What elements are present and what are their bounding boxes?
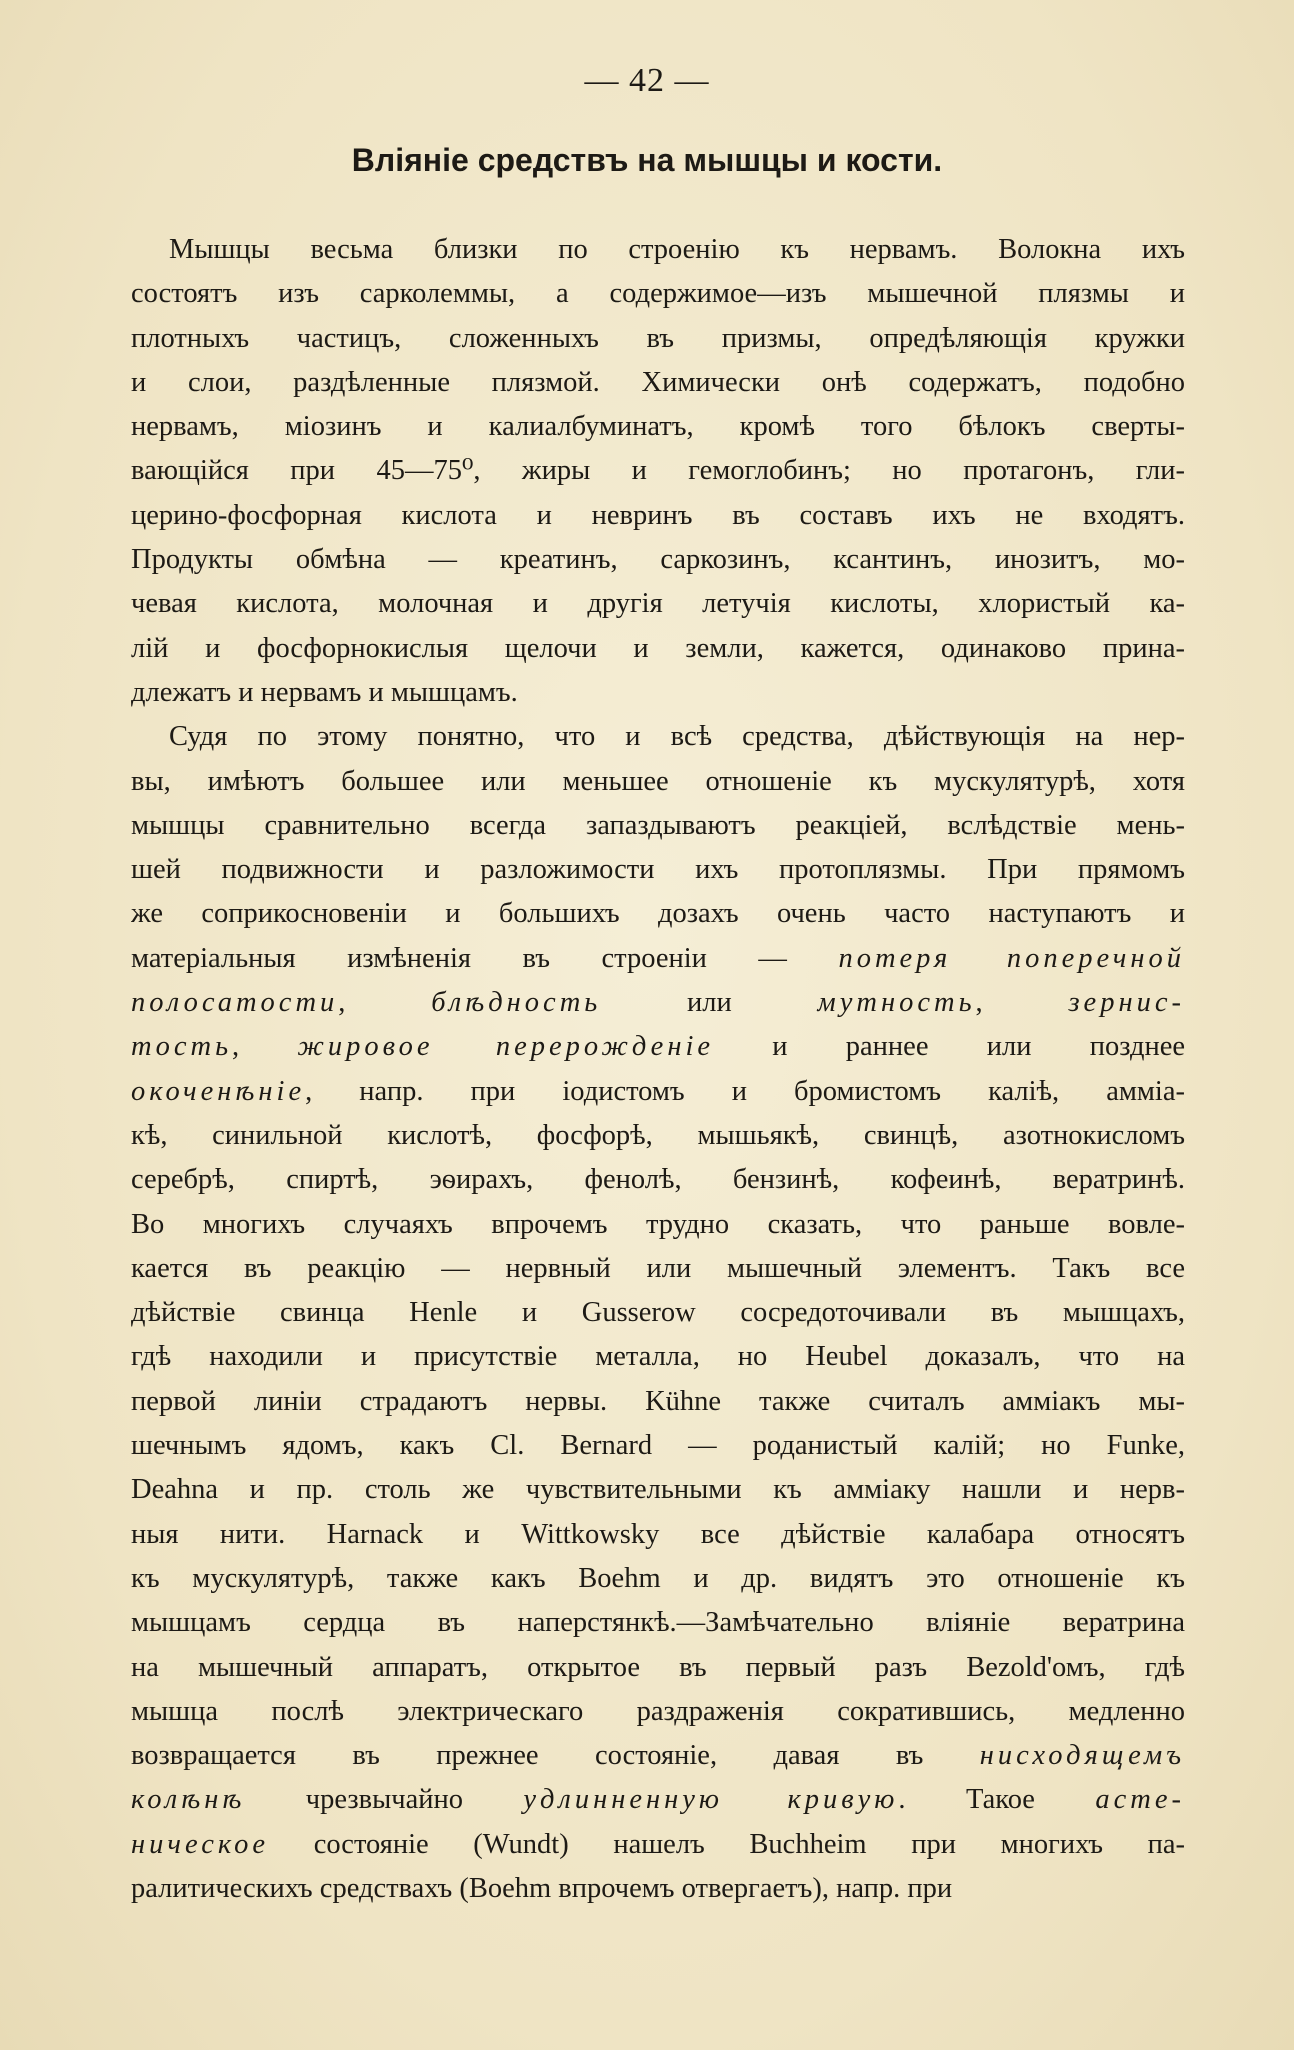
text-segment: чрезвычайно <box>245 1784 524 1816</box>
text-line <box>131 1424 1185 1468</box>
text-segment: вающійся при 45—75⁰, жиры и гемоглобинъ; но протагонъ, гли- <box>131 455 1185 487</box>
text-segment: плотныхъ частицъ, сложенныхъ въ призмы, опредѣляющія кружки <box>131 322 1185 354</box>
text-line <box>131 317 1185 361</box>
text-line <box>131 1158 1185 1202</box>
text-line <box>131 1778 1185 1822</box>
text-line <box>131 848 1185 892</box>
text-segment: ралитическихъ средствахъ (Boehm впрочемъ отвергаетъ), напр. при <box>131 1872 953 1904</box>
text-line <box>131 1601 1185 1645</box>
text-segment: ныя нити. Harnack и Wittkowsky все дѣйствіе калабара относятъ <box>131 1518 1185 1550</box>
text-line <box>131 1291 1185 1335</box>
text-segment: первой линіи страдаютъ нервы. Kühne также считалъ амміакъ мы- <box>131 1385 1185 1417</box>
text-line <box>131 804 1185 848</box>
page-number: — 42 — <box>584 62 710 99</box>
text-line <box>131 494 1185 538</box>
text-segment: Продукты обмѣна — креатинъ, саркозинъ, ксантинъ, инозитъ, мо- <box>131 544 1185 576</box>
text-segment: же соприкосновеніи и большихъ дозахъ очень часто наступаютъ и <box>131 898 1185 930</box>
section-heading: Вліяніе средствъ на мышцы и кости. <box>351 142 943 178</box>
text-segment: , <box>232 1031 298 1063</box>
emphasized-text: мутность <box>817 987 976 1019</box>
text-line <box>131 1867 1185 1911</box>
text-segment: дѣйствіе свинца Henle и Gusserow сосредоточивали въ мышцахъ, <box>131 1297 1185 1329</box>
text-line <box>131 1646 1185 1690</box>
text-segment: или <box>601 987 818 1019</box>
text-line <box>131 405 1185 449</box>
emphasized-text: жировое перерожденіе <box>297 1031 715 1063</box>
text-line <box>131 1247 1185 1291</box>
text-segment: вы, имѣютъ большее или меньшее отношеніе къ мускулятурѣ, хотя <box>131 765 1185 797</box>
text-line <box>131 1823 1185 1867</box>
text-segment: состояніе (Wundt) нашелъ Buchheim при многихъ па- <box>269 1828 1185 1860</box>
text-segment: и слои, раздѣленные плязмой. Химически онѣ содержатъ, подобно <box>131 366 1185 398</box>
text-line <box>131 361 1185 405</box>
text-line <box>131 892 1185 936</box>
text-segment: на мышечный аппаратъ, открытое въ первый разъ Bezold'омъ, гдѣ <box>131 1651 1185 1683</box>
text-segment: длежатъ и нервамъ и мышцамъ. <box>131 676 518 708</box>
emphasized-text: тость <box>131 1031 233 1063</box>
text-line <box>131 715 1185 759</box>
text-segment: состоятъ изъ сарколеммы, а содержимое—изъ мышечной плязмы и <box>131 278 1185 310</box>
text-segment: Мышцы весьма близки по строенію къ нервамъ. Волокна ихъ <box>169 234 1185 265</box>
text-segment: . Такое <box>898 1784 1096 1816</box>
text-segment: чевая кислота, молочная и другія летучія кислоты, хлористый ка- <box>131 588 1185 620</box>
emphasized-text: колѣнѣ <box>131 1784 246 1816</box>
text-segment: шей подвижности и разложимости ихъ протоплязмы. При прямомъ <box>131 854 1185 886</box>
text-segment: кѣ, синильной кислотѣ, фосфорѣ, мышьякѣ, свинцѣ, азотнокисломъ <box>131 1119 1185 1151</box>
text-line <box>131 1335 1185 1379</box>
text-segment: къ мускулятурѣ, также какъ Boehm и др. видятъ это отношеніе къ <box>131 1562 1185 1594</box>
text-line <box>131 1557 1185 1601</box>
text-segment: нервамъ, міозинъ и калиалбуминатъ, кромѣ того бѣлокъ сверты- <box>131 411 1185 443</box>
text-line <box>131 1203 1185 1247</box>
emphasized-text: окоченѣніе <box>131 1075 306 1107</box>
paragraph <box>131 228 1185 715</box>
text-line <box>131 671 1185 715</box>
text-line <box>131 582 1185 626</box>
text-line <box>131 449 1185 493</box>
text-segment: Deahna и пр. столь же чувствительными къ амміаку нашли и нерв- <box>131 1474 1185 1506</box>
emphasized-text: потеря поперечной <box>838 942 1185 974</box>
text-segment: серебрѣ, спиртѣ, эѳирахъ, фенолѣ, бензинѣ, кофеинѣ, вератринѣ. <box>131 1164 1185 1196</box>
text-segment: мышца послѣ электрическаго раздраженія сократившись, медленно <box>131 1695 1185 1727</box>
text-line <box>131 981 1185 1025</box>
emphasized-text: нисходящемъ <box>979 1740 1185 1772</box>
text-line <box>131 1380 1185 1424</box>
text-segment: лій и фосфорнокислыя щелочи и земли, кажется, одинаково прина- <box>131 632 1185 664</box>
text-segment: шечнымъ ядомъ, какъ Cl. Bernard — роданистый калій; но Funke, <box>131 1430 1185 1462</box>
text-line <box>131 1690 1185 1734</box>
paragraph <box>131 715 1185 1911</box>
text-line <box>131 1513 1185 1557</box>
emphasized-text: ническое <box>131 1828 270 1860</box>
text-line <box>131 627 1185 671</box>
emphasized-text: полосатости <box>131 987 339 1019</box>
text-line <box>131 1114 1185 1158</box>
text-segment: мышцы сравнительно всегда запаздываютъ реакціей, вслѣдствіе мень- <box>131 809 1185 841</box>
emphasized-text: блѣдность <box>431 987 602 1019</box>
text-line <box>131 1025 1185 1069</box>
text-line <box>131 272 1185 316</box>
text-segment: Судя по этому понятно, что и всѣ средства, дѣйствующія на нер- <box>169 721 1185 753</box>
text-line <box>131 1734 1185 1778</box>
text-segment: и раннее или позднее <box>714 1031 1185 1063</box>
text-line <box>131 538 1185 582</box>
text-segment: Во многихъ случаяхъ впрочемъ трудно сказать, что раньше вовле- <box>131 1208 1185 1240</box>
text-segment: , <box>338 987 432 1019</box>
text-line <box>131 760 1185 804</box>
text-segment: гдѣ находили и присутствіе металла, но Heubel доказалъ, что на <box>131 1341 1185 1373</box>
body-text <box>131 228 1185 1911</box>
emphasized-text: зернис- <box>1068 987 1185 1019</box>
text-segment: возвращается въ прежнее состояніе, давая въ <box>131 1740 980 1772</box>
emphasized-text: удлинненную кривую <box>523 1784 899 1816</box>
text-line <box>131 1468 1185 1512</box>
text-line <box>131 1070 1185 1114</box>
text-line <box>131 937 1185 981</box>
text-segment: кается въ реакцію — нервный или мышечный элементъ. Такъ все <box>131 1252 1185 1284</box>
emphasized-text: асте- <box>1095 1784 1185 1816</box>
text-segment: мышцамъ сердца въ наперстянкѣ.—Замѣчательно вліяніе вератрина <box>131 1607 1185 1639</box>
text-segment: матеріальныя измѣненія въ строеніи — <box>131 942 839 974</box>
text-segment: , <box>975 987 1069 1019</box>
text-segment: церино-фосфорная кислота и невринъ въ составъ ихъ не входятъ. <box>131 499 1185 531</box>
text-line <box>131 228 1185 272</box>
text-segment: , напр. при іодистомъ и бромистомъ каліѣ, амміа- <box>305 1075 1185 1107</box>
